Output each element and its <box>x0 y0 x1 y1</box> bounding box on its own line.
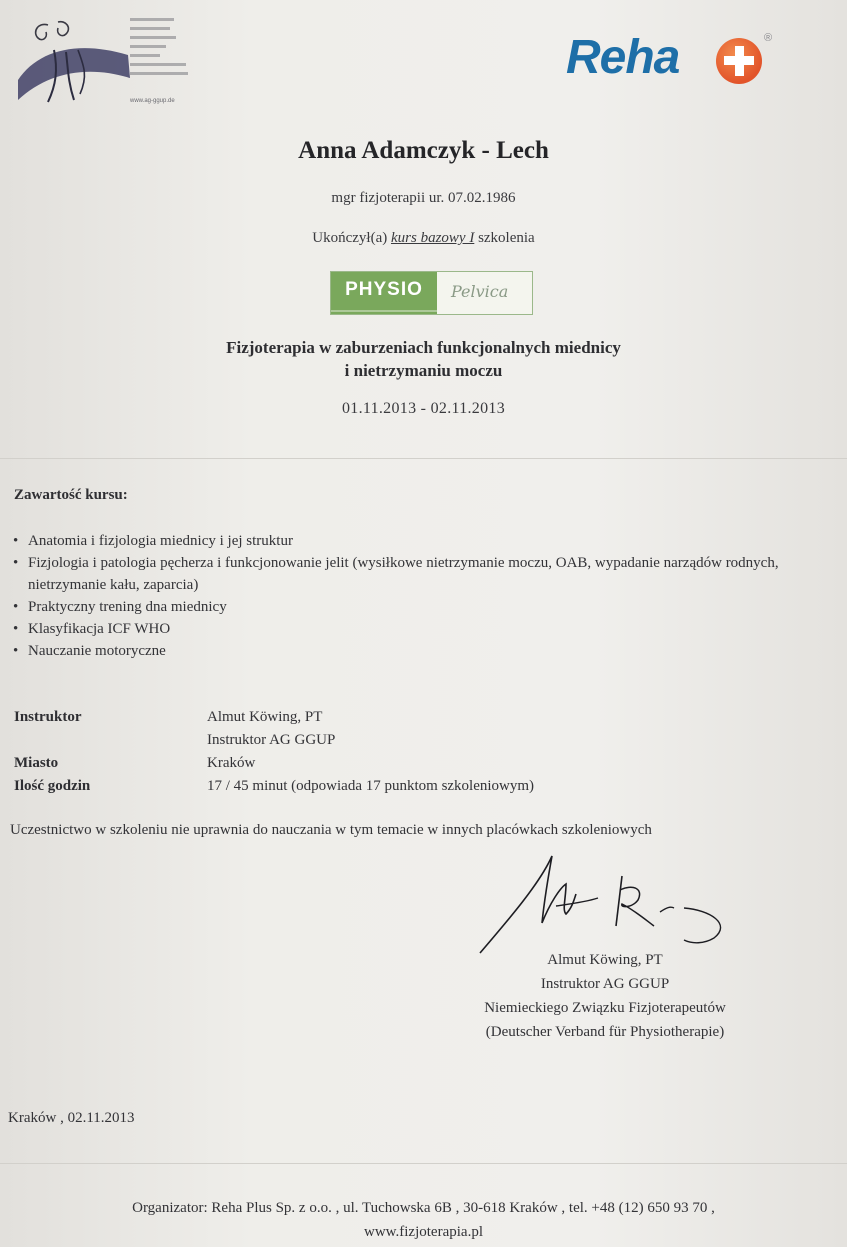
footer <box>0 1196 847 1244</box>
signatory-org: Niemieckiego Związku Fizjoterapeutów <box>484 1000 726 1016</box>
organizer-info: Organizator: Reha Plus Sp. z o.o. , ul. Tuchowska 6B , 30-618 Kraków , tel. +48 (12) 650 93 70 , <box>132 1200 715 1216</box>
list-item: • Praktyczny trening dna miednicy <box>10 596 830 618</box>
disclaimer: Uczestnictwo w szkoleniu nie uprawnia do nauczania w tym temacie w innych placówkach szkoleniowych <box>10 822 652 838</box>
signatory-title: Instruktor AG GGUP <box>540 976 670 992</box>
list-item: • Anatomia i fizjologia miednicy i jej struktur <box>10 530 830 552</box>
course-title <box>0 336 847 382</box>
association-url: www.ag-ggup.de <box>130 98 175 104</box>
course-dates: 01.11.2013 - 02.11.2013 <box>341 400 506 417</box>
instructor-value: Almut Köwing, PT <box>207 709 323 725</box>
registered-mark: ® <box>764 32 773 44</box>
recipient-degree: mgr fizjoterapii ur. 07.02.1986 <box>331 190 516 206</box>
completion-suffix: szkolenia <box>474 230 535 246</box>
footer-divider <box>0 1163 847 1164</box>
recipient-name: Anna Adamczyk - Lech <box>298 137 549 164</box>
course-content-heading: Zawartość kursu: <box>14 487 128 503</box>
plus-icon <box>716 38 762 84</box>
signatory-name: Almut Köwing, PT <box>547 952 663 968</box>
divider <box>0 458 847 459</box>
course-info <box>14 706 534 798</box>
completion-prefix: Ukończył(a) <box>312 230 391 246</box>
signatory-org-german: (Deutscher Verband für Physiotherapie) <box>485 1024 725 1040</box>
signature <box>470 848 740 958</box>
reha-logo-text: Reha <box>566 31 680 84</box>
reha-plus-logo <box>566 30 786 95</box>
course-level: kurs bazowy I <box>390 230 475 246</box>
list-item: • Nauczanie motoryczne <box>10 640 830 662</box>
hours-value: 17 / 45 minut (odpowiada 17 punktom szkoleniowym) <box>207 778 535 794</box>
place-and-date: Kraków , 02.11.2013 <box>8 1110 135 1126</box>
physio-logo-label: PHYSIO <box>331 272 437 314</box>
hours-label: Ilość godzin <box>14 778 91 794</box>
physio-pelvica-logo <box>330 271 533 315</box>
pelvica-logo-label: Pelvica <box>451 282 509 301</box>
list-item: • Fizjologia i patologia pęcherza i funkcjonowanie jelit (wysiłkowe nietrzymanie moczu, OAB, wypadanie narządów rodnych, nietrzymanie kału, zaparcia) <box>10 552 830 596</box>
completion-statement <box>0 230 847 247</box>
association-text-lines <box>130 18 200 81</box>
city-value: Kraków <box>207 755 256 771</box>
course-title-line1: Fizjoterapia w zaburzeniach funkcjonalnych miednicy <box>226 338 621 357</box>
course-title-line2: i nietrzymaniu moczu <box>344 361 503 380</box>
list-item: • Klasyfikacja ICF WHO <box>10 618 830 640</box>
organizer-website: www.fizjoterapia.pl <box>364 1224 483 1240</box>
course-content-list <box>10 530 830 662</box>
signatory-block <box>430 948 780 1044</box>
city-label: Miasto <box>14 755 59 771</box>
instructor-title: Instruktor AG GGUP <box>207 732 336 748</box>
instructor-label: Instruktor <box>14 709 82 725</box>
